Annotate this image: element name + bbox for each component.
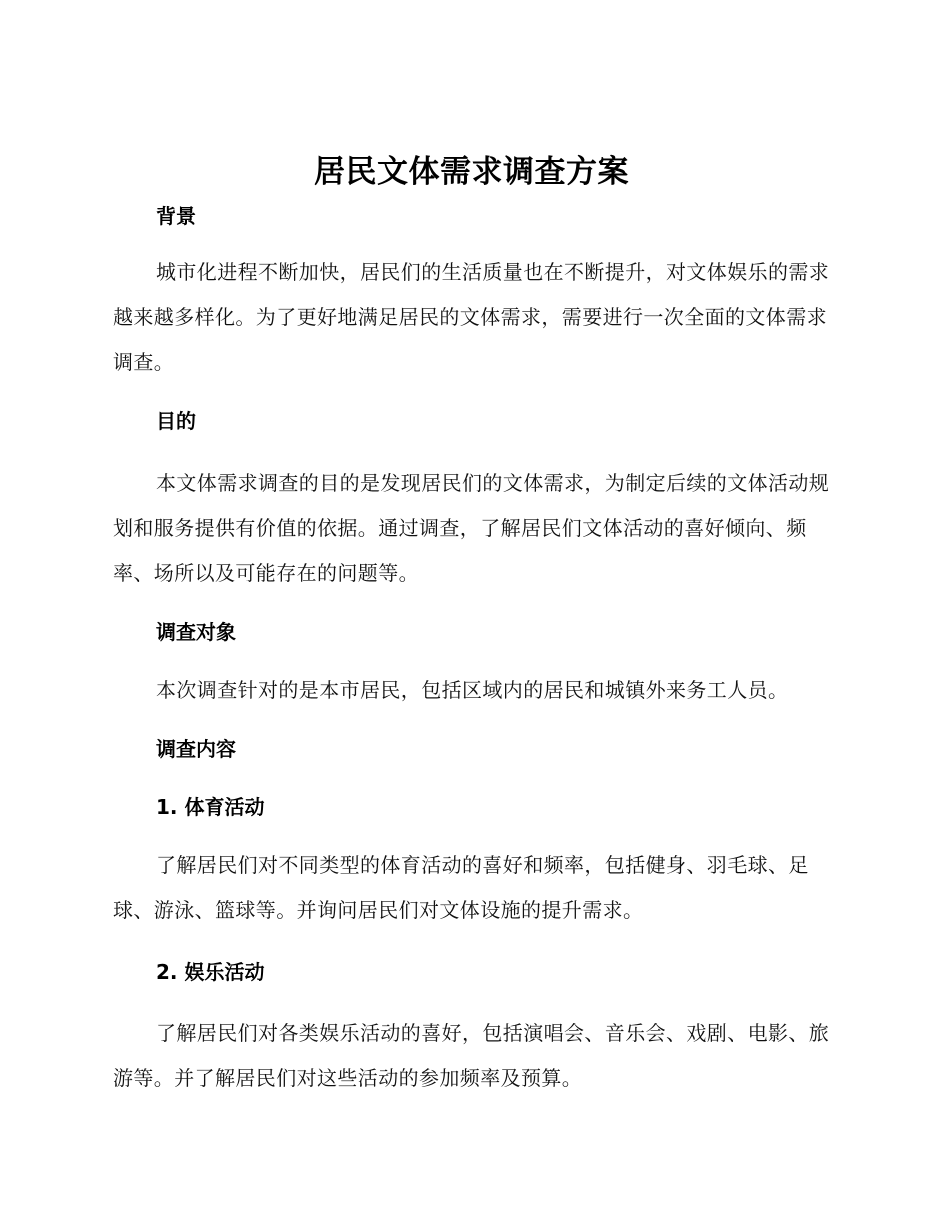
subsection-heading-entertainment: 2. 娱乐活动 — [156, 960, 265, 984]
section-heading-purpose: 目的 — [156, 409, 196, 433]
document-title: 居民文体需求调查方案 — [314, 154, 629, 190]
section-heading-target: 调查对象 — [156, 620, 236, 644]
paragraph-target: 本次调查针对的是本市居民，包括区域内的居民和城镇外来务工人员。 — [156, 678, 789, 702]
paragraph-entertainment: 了解居民们对各类娱乐活动的喜好，包括演唱会、音乐会、戏剧、电影、旅游等。并了解居民们对这些活动的参加频率及预算。 — [113, 1021, 830, 1090]
paragraph-sports: 了解居民们对不同类型的体育活动的喜好和频率，包括健身、羽毛球、足球、游泳、篮球等。并询问居民们对文体设施的提升需求。 — [113, 853, 809, 922]
paragraph-background: 城市化进程不断加快，居民们的生活质量也在不断提升，对文体娱乐的需求越来越多样化。为了更好地满足居民的文体需求，需要进行一次全面的文体需求调查。 — [113, 260, 830, 374]
section-heading-background: 背景 — [156, 204, 196, 228]
paragraph-purpose: 本文体需求调查的目的是发现居民们的文体需求，为制定后续的文体活动规划和服务提供有价值的依据。通过调查，了解居民们文体活动的喜好倾向、频率、场所以及可能存在的问题等。 — [113, 471, 830, 585]
section-heading-content: 调查内容 — [156, 737, 236, 761]
subsection-heading-sports: 1. 体育活动 — [156, 795, 265, 819]
